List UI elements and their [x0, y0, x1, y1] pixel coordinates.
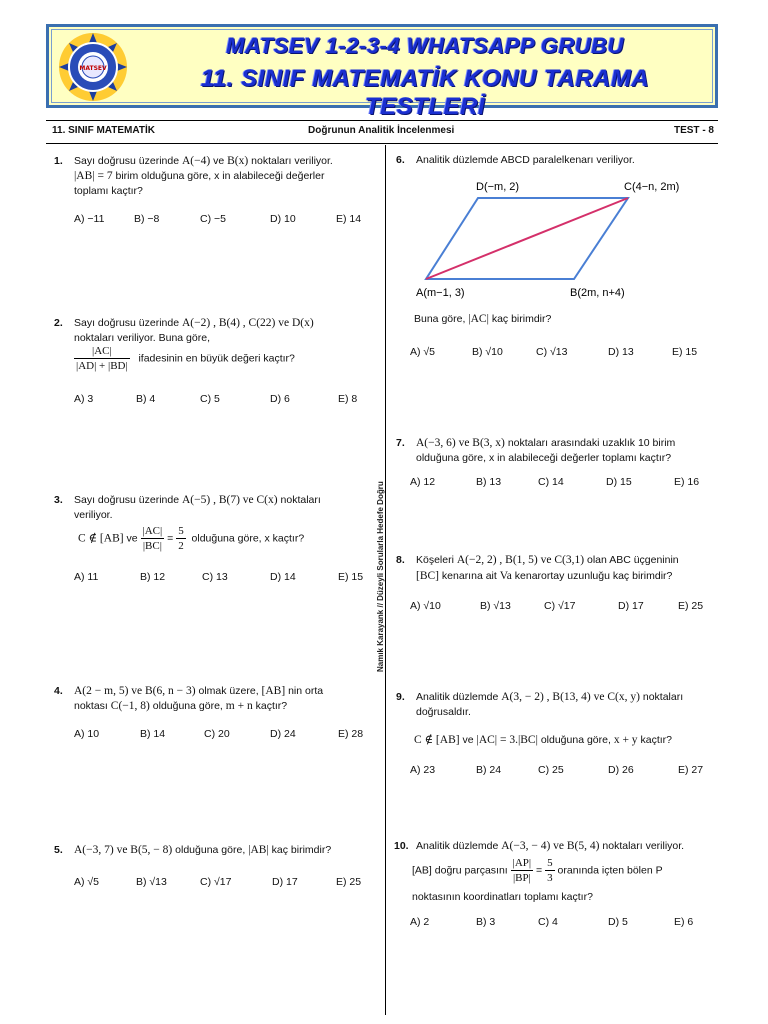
question-7: 7. A(−3, 6) ve B(3, x) noktaları arasındaki uzaklık 10 birim olduğuna göre, x in alabileceği değerler toplamı kaçtır? [396, 437, 676, 464]
side-author-text: Namık Karayank // Düzeyli Sorularla Hedefe Doğru [376, 481, 385, 672]
option-c[interactable]: C) √17 [200, 876, 232, 888]
question-10: 10. Analitik düzlemde A(−3, − 4) ve B(5, 4) noktaları veriliyor. [AB] doğru parçasını $\frac{|AP|}{|BP|}$ = $\frac{5}{3}$ oranında içten bölen P noktasının koordinatları toplamı kaçtır? [394, 840, 685, 903]
question-6-ask: Buna göre, |AC| kaç birimdir? [414, 313, 552, 325]
question-6: 6. Analitik düzlemde ABCD paralelkenarı veriliyor. [396, 154, 635, 166]
option-e[interactable]: E) 27 [678, 764, 704, 776]
banner-title-line1: MATSEV 1-2-3-4 WHATSAPP GRUBU [226, 33, 624, 58]
option-a[interactable]: A) √10 [410, 600, 441, 612]
option-b[interactable]: B) 24 [476, 764, 502, 776]
question-8-options [410, 600, 710, 616]
option-d[interactable]: D) 17 [272, 876, 298, 888]
option-c[interactable]: C) √13 [536, 346, 568, 358]
question-1: 1. Sayı doğrusu üzerinde A(−4) ve B(x) noktaları veriliyor. |AB| = 7 birim olduğuna göre, x in alabileceği değerler toplamı kaçtır? [54, 155, 333, 197]
option-b[interactable]: B) 13 [476, 476, 502, 488]
option-b[interactable]: B) √13 [480, 600, 511, 612]
option-e[interactable]: E) 28 [338, 728, 364, 740]
question-10-options [410, 916, 710, 930]
option-e[interactable]: E) 14 [336, 213, 362, 225]
option-d[interactable]: D) 26 [608, 764, 634, 776]
option-a[interactable]: A) √5 [74, 876, 100, 888]
question-3-options [74, 571, 374, 585]
option-c[interactable]: C) √17 [544, 600, 576, 612]
question-5-options [74, 876, 374, 892]
question-1-options [74, 213, 374, 227]
option-d[interactable]: D) 13 [608, 346, 634, 358]
option-a[interactable]: A) 12 [410, 476, 436, 488]
option-d[interactable]: D) 5 [608, 916, 628, 928]
parallelogram-figure [410, 176, 700, 302]
question-2: 2. Sayı doğrusu üzerinde A(−2) , B(4) , C(22) ve D(x) noktaları veriliyor. Buna göre, $\frac{|AC|}{|AD| + |BD|}$ ifadesinin en büyük değeri kaçtır? [54, 317, 314, 372]
option-a[interactable]: A) 11 [74, 571, 99, 583]
label-c: C(4−n, 2m) [624, 181, 680, 193]
diagonal-ac [426, 198, 628, 279]
option-a[interactable]: A) 10 [74, 728, 100, 740]
test-header [46, 120, 718, 144]
option-b[interactable]: B) −8 [134, 213, 160, 225]
label-d: D(−m, 2) [476, 181, 520, 193]
option-b[interactable]: B) 14 [140, 728, 166, 740]
header-course: 11. SINIF MATEMATİK [52, 125, 155, 136]
option-d[interactable]: D) 17 [618, 600, 644, 612]
option-e[interactable]: E) 6 [674, 916, 694, 928]
question-4: 4. A(2 − m, 5) ve B(6, n − 3) olmak üzere, [AB] nin orta noktası C(−1, 8) olduğuna göre, m + n kaçtır? [54, 685, 324, 712]
option-d[interactable]: D) 15 [606, 476, 632, 488]
svg-text:MATSEV: MATSEV [79, 65, 107, 72]
matsev-logo [57, 31, 129, 103]
option-c[interactable]: C) 25 [538, 764, 564, 776]
option-e[interactable]: E) 25 [678, 600, 704, 612]
label-a: A(m−1, 3) [416, 287, 465, 299]
question-2-options [74, 393, 374, 407]
option-e[interactable]: E) 25 [336, 876, 362, 888]
question-7-options [410, 476, 710, 490]
option-c[interactable]: C) 13 [202, 571, 228, 583]
option-d[interactable]: D) 6 [270, 393, 290, 405]
option-b[interactable]: B) √10 [472, 346, 503, 358]
option-c[interactable]: C) 14 [538, 476, 564, 488]
question-9-options [410, 764, 710, 778]
option-b[interactable]: B) 3 [476, 916, 496, 928]
option-c[interactable]: C) −5 [200, 213, 226, 225]
question-9: 9. Analitik düzlemde A(3, − 2) , B(13, 4) ve C(x, y) noktaları doğrusaldır. C ∉ [AB] ve |AC| = 3.|BC| olduğuna göre, x + y kaçtır? [396, 691, 684, 746]
title-banner [46, 24, 718, 120]
option-d[interactable]: D) 24 [270, 728, 296, 740]
question-6-options [410, 346, 710, 362]
question-8: 8. Köşeleri A(−2, 2) , B(1, 5) ve C(3,1) olan ABC üçgeninin [BC] kenarına ait Va kenarortay uzunluğu kaç birimdir? [396, 554, 679, 582]
option-c[interactable]: C) 4 [538, 916, 558, 928]
banner-title-line2: 11. SINIF MATEMATİK KONU TARAMA TESTLERİ [200, 65, 650, 120]
option-c[interactable]: C) 20 [204, 728, 230, 740]
header-topic: Doğrunun Analitik İncelenmesi [308, 125, 455, 136]
option-b[interactable]: B) √13 [136, 876, 167, 888]
label-b: B(2m, n+4) [570, 287, 625, 299]
option-e[interactable]: E) 15 [672, 346, 698, 358]
option-b[interactable]: B) 4 [136, 393, 156, 405]
option-a[interactable]: A) 2 [410, 916, 430, 928]
question-3: 3. Sayı doğrusu üzerinde A(−5) , B(7) ve C(x) noktaları veriliyor. C ∉ [AB] ve $\frac{|AC|}{|BC|}$ = $\frac{5}{2}$ olduğuna göre, x kaçtır? [54, 494, 321, 552]
option-a[interactable]: A) 3 [74, 393, 94, 405]
option-a[interactable]: A) −11 [74, 213, 105, 225]
option-d[interactable]: D) 14 [270, 571, 296, 583]
option-e[interactable]: E) 16 [674, 476, 700, 488]
option-e[interactable]: E) 15 [338, 571, 364, 583]
question-5: 5. A(−3, 7) ve B(5, − 8) olduğuna göre, |AB| kaç birimdir? [54, 844, 332, 856]
option-a[interactable]: A) 23 [410, 764, 436, 776]
option-a[interactable]: A) √5 [410, 346, 436, 358]
header-test-number: TEST - 8 [673, 125, 714, 136]
option-b[interactable]: B) 12 [140, 571, 166, 583]
option-e[interactable]: E) 8 [338, 393, 358, 405]
question-4-options [74, 728, 374, 742]
option-d[interactable]: D) 10 [270, 213, 296, 225]
option-c[interactable]: C) 5 [200, 393, 220, 405]
question-2-fraction: $\frac{|AC|}{|AD| + |BD|}$ [76, 345, 128, 372]
